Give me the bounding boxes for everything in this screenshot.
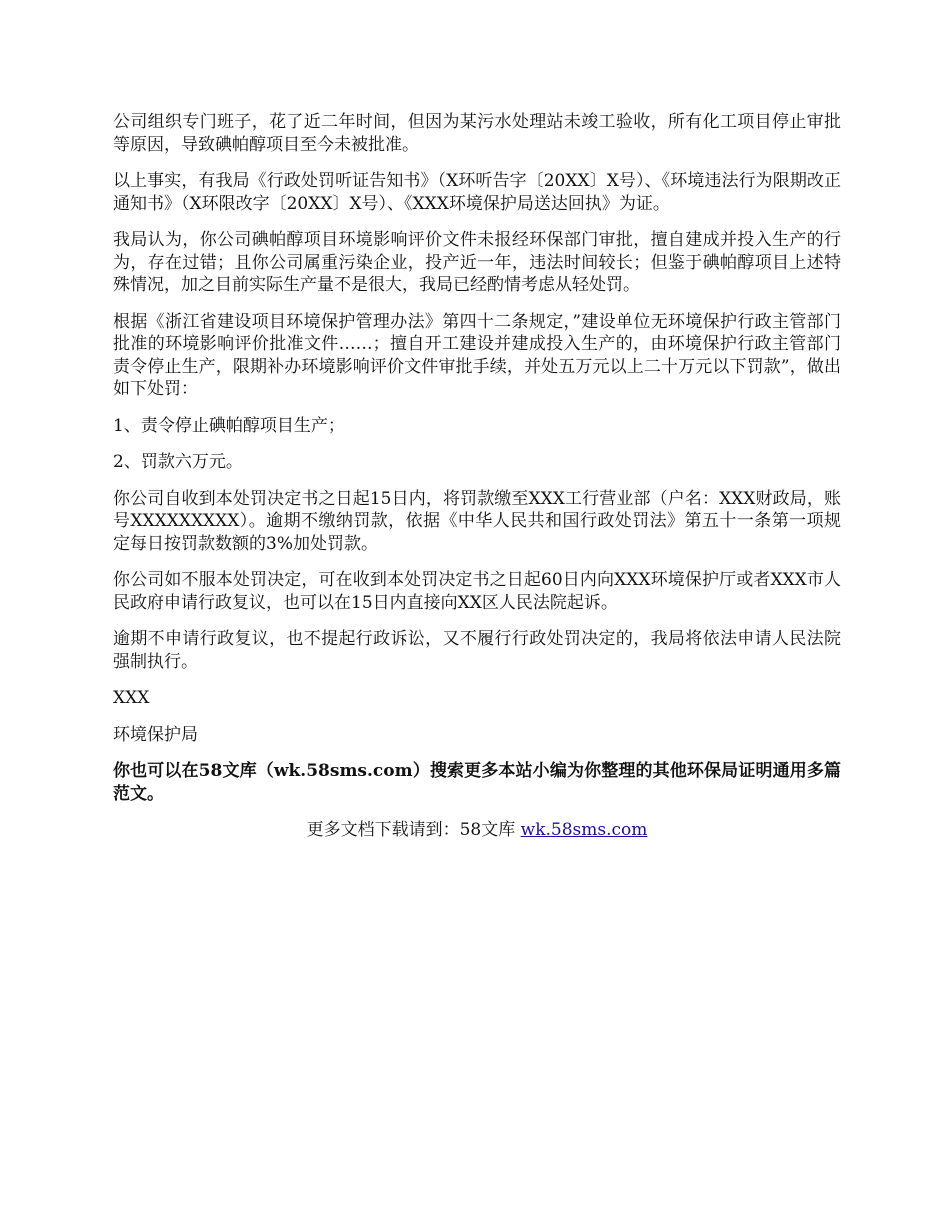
paragraph-assessment: 我局认为，你公司碘帕醇项目环境影响评价文件未报经环保部门审批，擅自建成并投入生产的行为，存在过错；且你公司属重污染企业，投产近一年，违法时间较长；但鉴于碘帕醇项目上述特殊情况，加之目前实际生产量不是很大，我局已经酌情考虑从轻处罚。	[113, 230, 841, 295]
footer-link[interactable]: wk.58sms.com	[520, 820, 648, 840]
signature-org: 环境保护局	[113, 724, 198, 745]
promo-text: 你也可以在58文库（wk.58sms.com）搜索更多本站小编为你整理的其他环保局证明通用多篇范文。	[113, 761, 841, 804]
paragraph-evidence: 以上事实，有我局《行政处罚听证告知书》（X环听告字〔20XX〕X号）、《环境违法行为限期改正通知书》（X环限改字〔20XX〕X号）、《XXX环境保护局送达回执》为证。	[113, 171, 841, 214]
penalty-item-1: 1、责令停止碘帕醇项目生产；	[113, 415, 345, 436]
paragraph-approval-status: 公司组织专门班子，花了近二年时间，但因为某污水处理站未竣工验收，所有化工项目停止审批等原因，导致碘帕醇项目至今未被批准。	[113, 112, 841, 155]
footer-prefix: 更多文档下载请到：58文库	[306, 820, 521, 840]
paragraph-appeal: 你公司如不服本处罚决定，可在收到本处罚决定书之日起60日内向XXX环境保护厅或者XXX市人民政府申请行政复议，也可以在15日内直接向XX区人民法院起诉。	[113, 570, 841, 613]
paragraph-legal-basis: 根据《浙江省建设项目环境保护管理办法》第四十二条规定，”建设单位无环境保护行政主管部门批准的环境影响评价批准文件……；擅自开工建设并建成投入生产的，由环境保护行政主管部门责令停止生产，限期补办环境影响评价文件审批手续，并处五万元以上二十万元以下罚款”，做出如下处罚：	[113, 311, 841, 399]
paragraph-payment: 你公司自收到本处罚决定书之日起15日内，将罚款缴至XXX工行营业部（户名：XXX财政局，账号XXXXXXXXX）。逾期不缴纳罚款，依据《中华人民共和国行政处罚法》第五十一条第一项规定每日按罚款数额的3%加处罚款。	[113, 488, 841, 554]
paragraph-enforcement: 逾期不申请行政复议，也不提起行政诉讼，又不履行行政处罚决定的，我局将依法申请人民法院强制执行。	[113, 629, 841, 672]
penalty-item-2: 2、罚款六万元。	[113, 452, 243, 472]
footer	[113, 819, 841, 842]
document-body	[113, 111, 841, 842]
signature-name: XXX	[113, 688, 150, 708]
